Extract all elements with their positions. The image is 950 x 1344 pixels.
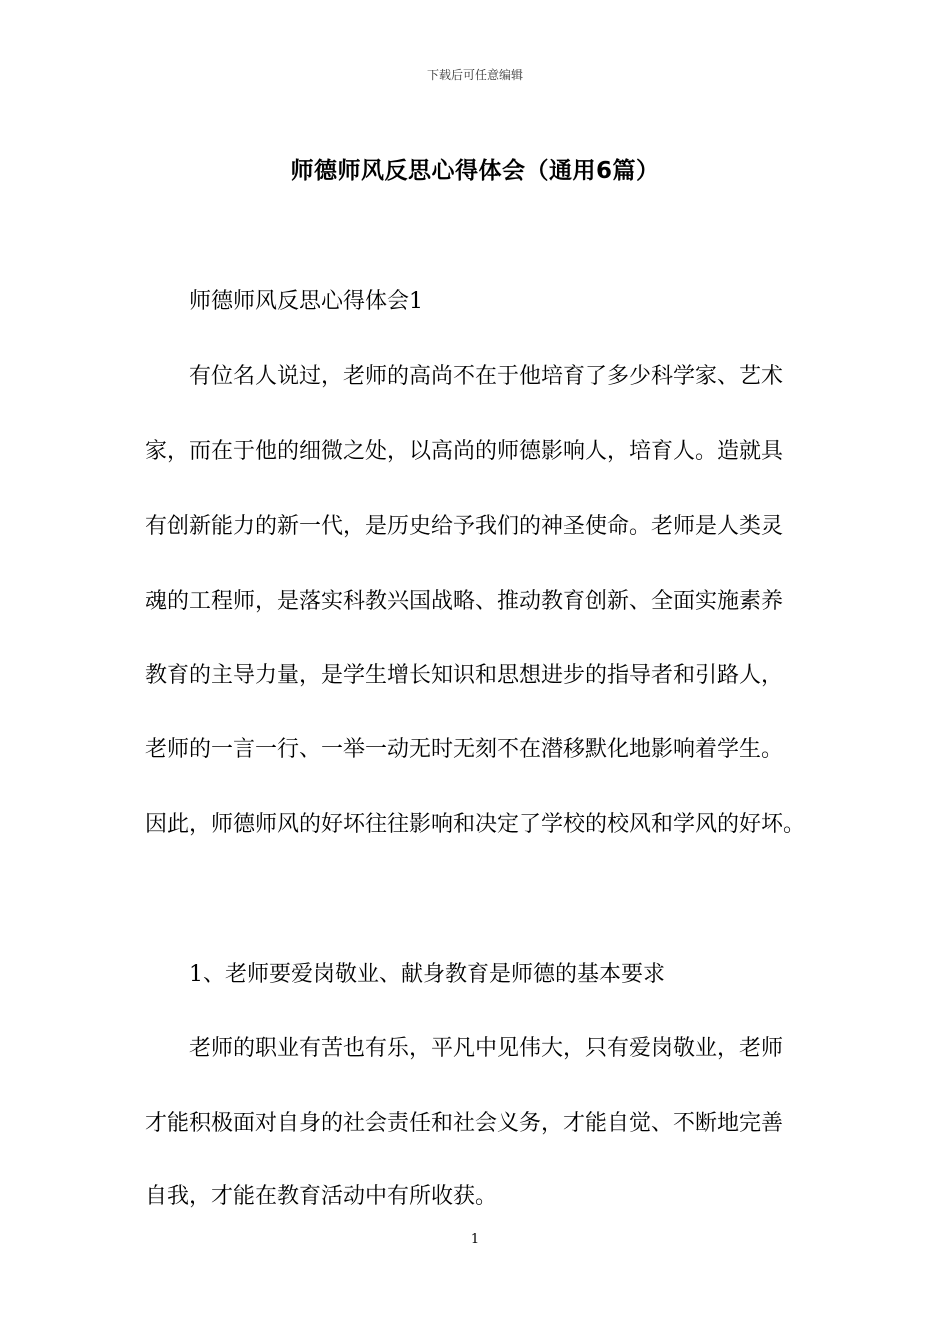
document-title: 师德师风反思心得体会（通用6篇） — [290, 158, 660, 184]
paragraph-line: 有位名人说过，老师的高尚不在于他培育了多少科学家、艺术 — [189, 364, 784, 389]
subheading: 1、老师要爱岗敬业、献身教育是师德的基本要求 — [189, 962, 665, 987]
paragraph-line: 自我，才能在教育活动中有所收获。 — [145, 1184, 498, 1209]
paragraph-line: 魂的工程师，是落实科教兴国战略、推动教育创新、全面实施素养 — [145, 589, 784, 614]
page-header: 下载后可任意编辑 — [426, 68, 523, 82]
paragraph-line: 老师的一言一行、一举一动无时无刻不在潜移默化地影响着学生。 — [145, 737, 784, 762]
section-heading: 师德师风反思心得体会1 — [189, 289, 423, 314]
paragraph-line: 教育的主导力量，是学生增长知识和思想进步的指导者和引路人， — [145, 663, 784, 688]
paragraph-line: 家，而在于他的细微之处，以高尚的师德影响人，培育人。造就具 — [145, 439, 784, 464]
paragraph-line: 才能积极面对自身的社会责任和社会义务，才能自觉、不断地完善 — [145, 1111, 784, 1136]
page-number: 1 — [470, 1232, 480, 1247]
paragraph-line: 老师的职业有苦也有乐，平凡中见伟大，只有爱岗敬业，老师 — [189, 1036, 784, 1061]
paragraph-line: 有创新能力的新一代，是历史给予我们的神圣使命。老师是人类灵 — [145, 514, 784, 539]
paragraph-line: 因此，师德师风的好坏往往影响和决定了学校的校风和学风的好坏。 — [145, 812, 806, 837]
